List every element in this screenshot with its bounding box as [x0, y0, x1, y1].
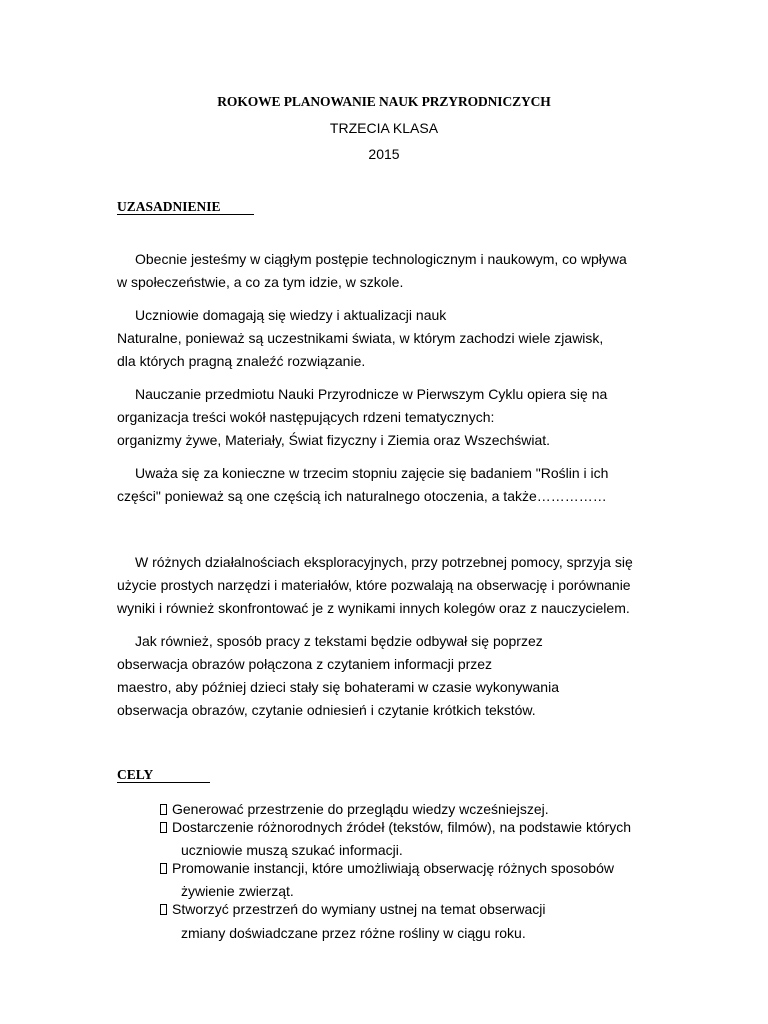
paragraph-line: użycie prostych narzędzi i materiałów, które pozwalają na obserwację i porównanie — [117, 577, 631, 593]
paragraph-line: organizacja treści wokół następujących rdzeni tematycznych: — [117, 409, 495, 425]
paragraph-line: Uczniowie domagają się wiedzy i aktualizacji nauk — [135, 307, 447, 323]
section-heading-underline — [117, 782, 210, 783]
bullet-box-icon — [160, 822, 167, 833]
justification-paragraph-1 — [117, 248, 657, 294]
goal-item-3 — [160, 858, 614, 878]
goal-continuation: żywienie zwierząt. — [181, 883, 294, 899]
goal-item-4 — [160, 899, 545, 919]
bullet-box-icon — [160, 863, 167, 874]
bullet-box-icon — [160, 904, 167, 915]
goal-item-1 — [160, 799, 549, 819]
paragraph-line: Obecnie jesteśmy w ciągłym postępie technologicznym i naukowym, co wpływa — [135, 251, 627, 267]
paragraph-line: Nauczanie przedmiotu Nauki Przyrodnicze w Pierwszym Cyklu opiera się na — [135, 386, 608, 402]
goal-continuation: uczniowie muszą szukać informacji. — [181, 842, 403, 858]
goal-text: Stworzyć przestrzeń do wymiany ustnej na temat obserwacji — [172, 901, 546, 917]
goal-item-2 — [160, 817, 631, 837]
goal-text: Promowanie instancji, które umożliwiają obserwację różnych sposobów — [172, 860, 614, 876]
paragraph-line: W różnych działalnościach eksploracyjnych, przy potrzebnej pomocy, sprzyja się — [135, 554, 633, 570]
section-heading-justification: UZASADNIENIE — [117, 199, 221, 214]
paragraph-line: w społeczeństwie, a co za tym idzie, w szkole. — [117, 274, 404, 290]
paragraph-line: Naturalne, ponieważ są uczestnikami świata, w którym zachodzi wiele zjawisk, — [117, 330, 604, 346]
bullet-box-icon — [160, 804, 167, 815]
justification-paragraph-5 — [117, 551, 657, 620]
paragraph-line: obserwacja obrazów połączona z czytaniem informacji przez — [117, 656, 493, 672]
paragraph-line: dla których pragną znaleźć rozwiązanie. — [117, 353, 366, 369]
paragraph-line: wyniki i również skonfrontować je z wynikami innych kolegów oraz z nauczycielem. — [117, 600, 630, 616]
document-subtitle: TRZECIA KLASA — [329, 120, 439, 136]
paragraph-line: Uważa się za konieczne w trzecim stopniu zajęcie się badaniem "Roślin i ich — [135, 465, 609, 481]
section-heading-underline — [117, 214, 254, 215]
paragraph-line: organizmy żywe, Materiały, Świat fizyczny i Ziemia oraz Wszechświat. — [117, 432, 551, 448]
justification-paragraph-2 — [117, 304, 657, 373]
goal-continuation: zmiany doświadczane przez różne rośliny w ciągu roku. — [181, 925, 526, 941]
document-year: 2015 — [368, 146, 400, 162]
paragraph-line: części" ponieważ są one częścią ich naturalnego otoczenia, a także…………… — [117, 488, 607, 504]
paragraph-line: maestro, aby później dzieci stały się bohaterami w czasie wykonywania — [117, 679, 559, 695]
paragraph-line: Jak również, sposób pracy z tekstami będzie odbywał się poprzez — [135, 633, 543, 649]
paragraph-line: obserwacja obrazów, czytanie odniesień i czytanie krótkich tekstów. — [117, 702, 536, 718]
justification-paragraph-6 — [117, 630, 657, 722]
document-title: ROKOWE PLANOWANIE NAUK PRZYRODNICZYCH — [217, 94, 551, 109]
justification-paragraph-3 — [117, 383, 657, 452]
justification-paragraph-4 — [117, 462, 657, 508]
goal-text: Generować przestrzenie do przeglądu wiedzy wcześniejszej. — [172, 801, 549, 817]
section-heading-goals: CELY — [117, 767, 154, 782]
goal-text: Dostarczenie różnorodnych źródeł (tekstów, filmów), na podstawie których — [172, 819, 632, 835]
